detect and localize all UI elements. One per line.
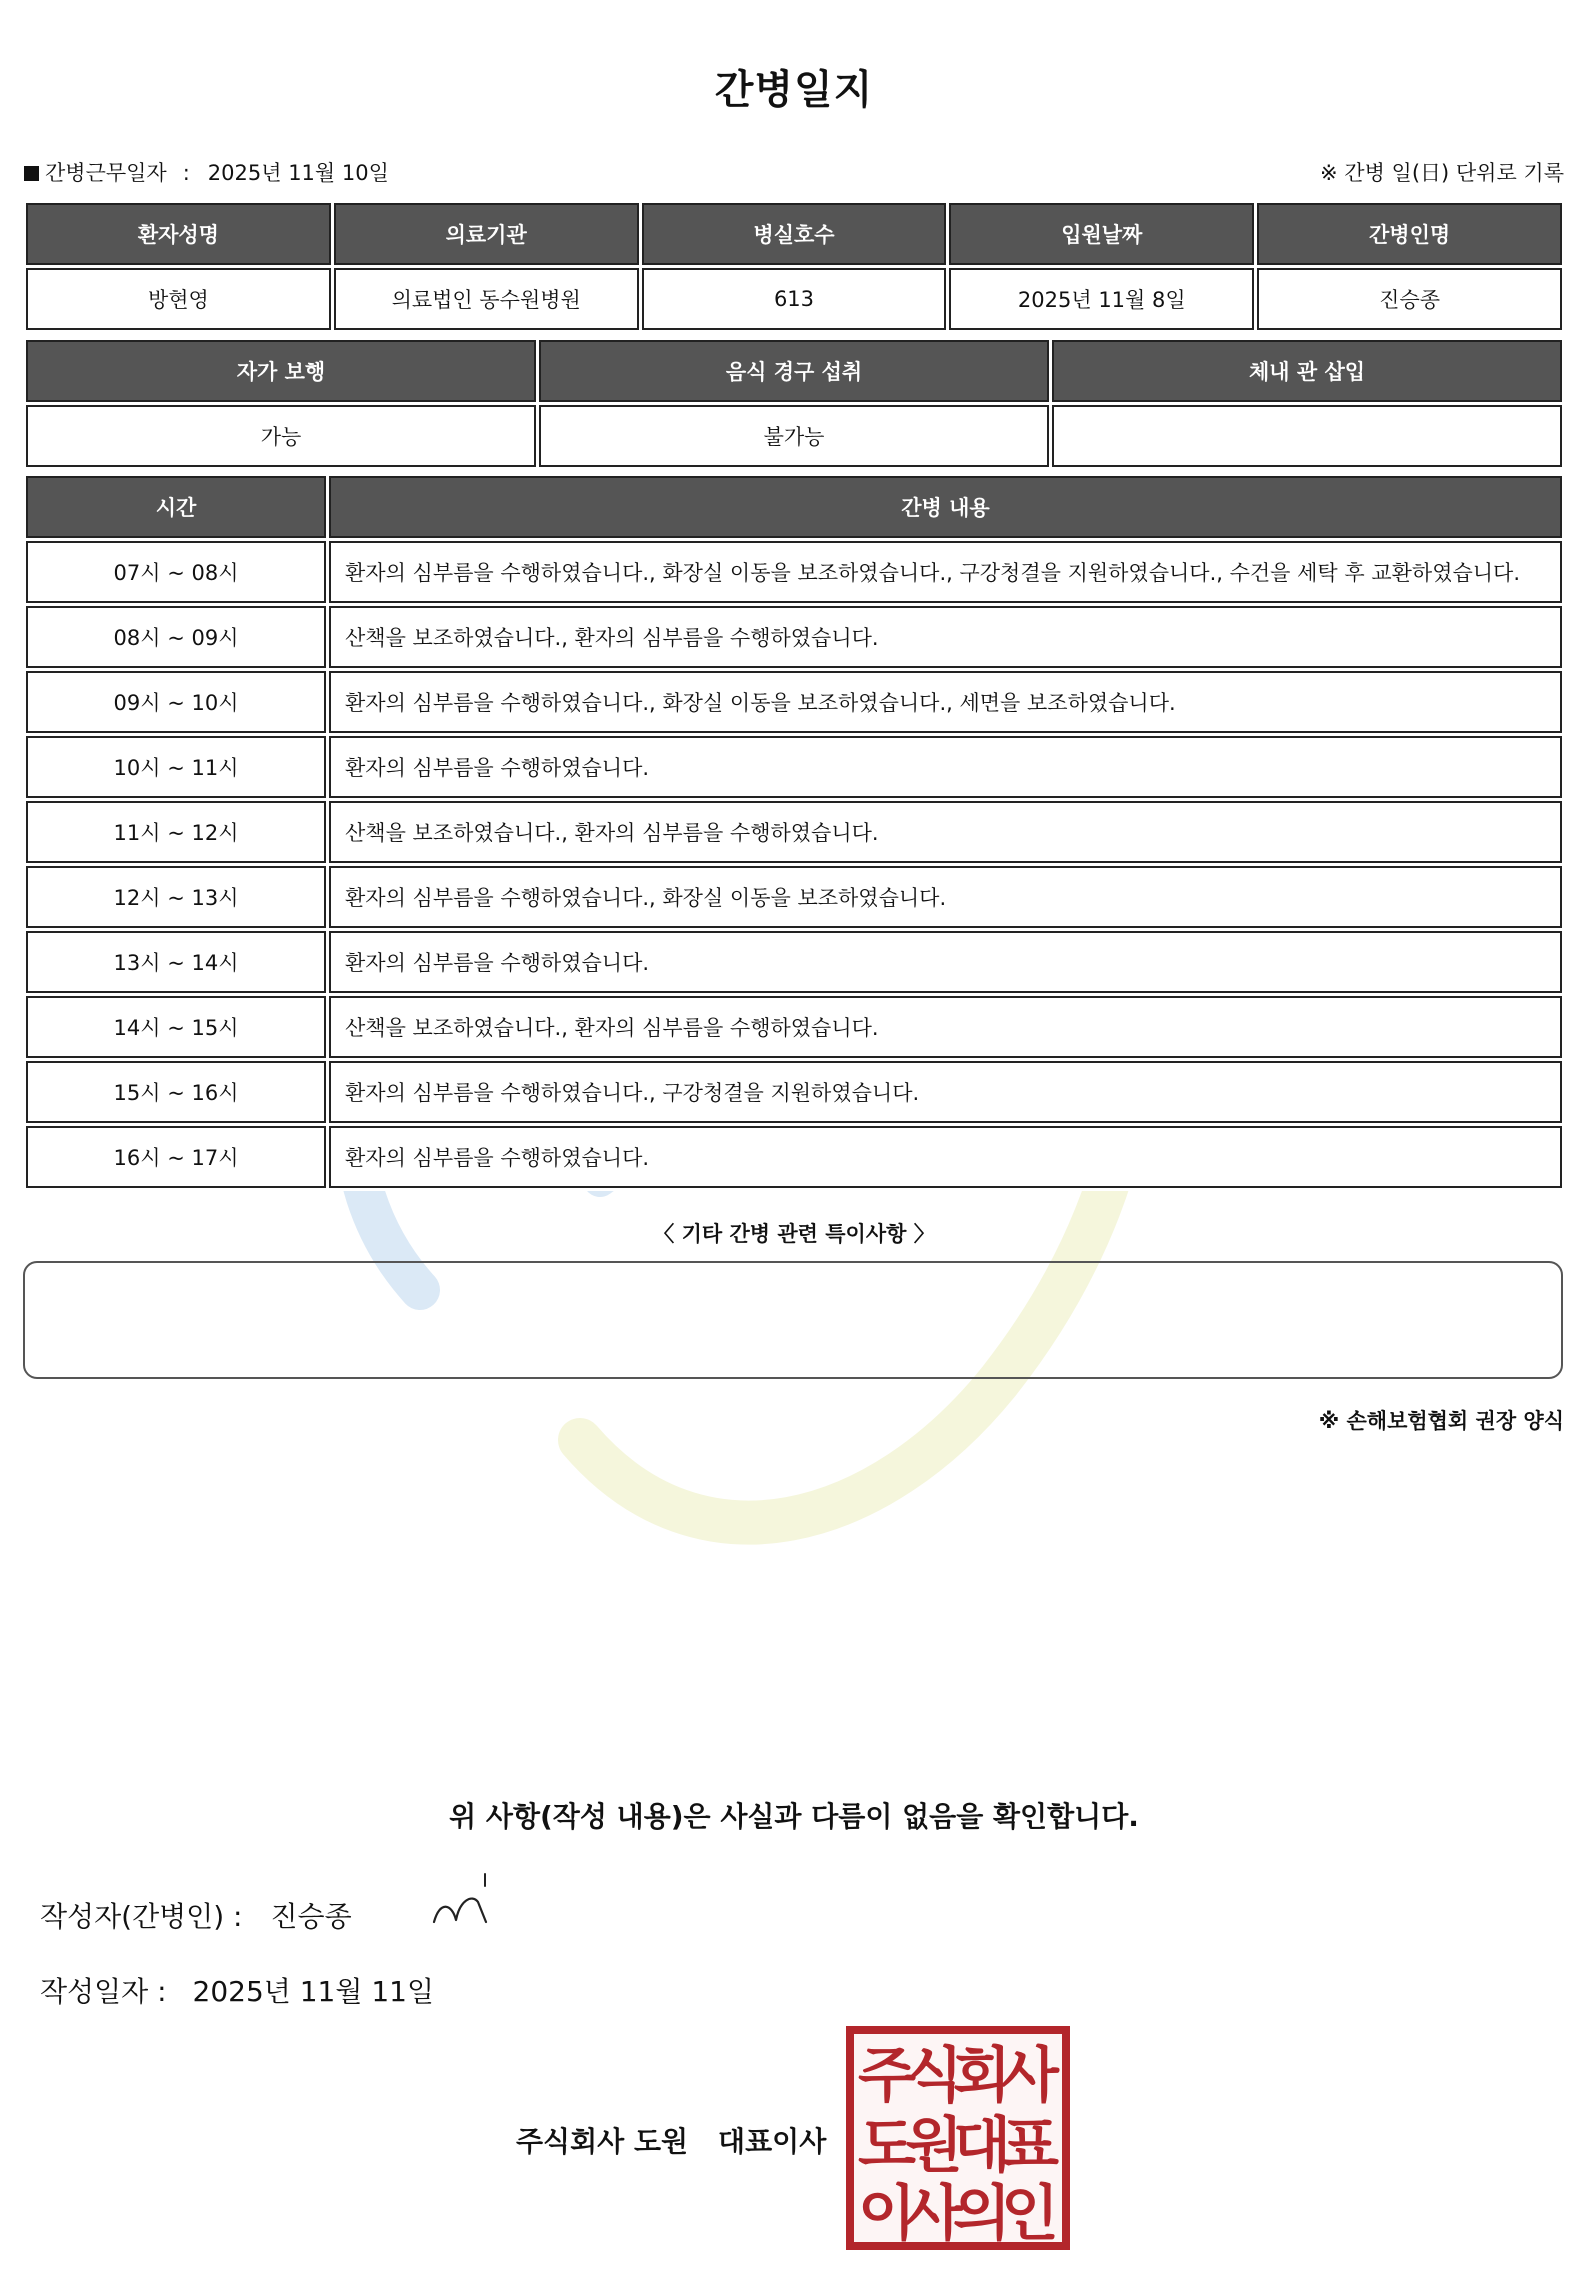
writer-label: 작성자(간병인) : [40, 1900, 243, 1933]
log-content: 산책을 보조하였습니다., 환자의 심부름을 수행하였습니다. [329, 801, 1562, 863]
table-row [26, 801, 1562, 863]
log-time: 08시 ~ 09시 [26, 606, 326, 668]
form-note: ※ 손해보험협회 권장 양식 [1318, 1409, 1564, 1433]
hospital-name: 의료법인 동수원병원 [334, 268, 639, 330]
log-content: 산책을 보조하였습니다., 환자의 심부름을 수행하였습니다. [329, 606, 1562, 668]
work-date-label: 간병근무일자 [45, 161, 167, 185]
header-oral-intake: 음식 경구 섭취 [539, 340, 1049, 402]
table-row [26, 996, 1562, 1058]
header-admission-date: 입원날짜 [949, 203, 1254, 265]
table-row [26, 866, 1562, 928]
table-row [26, 736, 1562, 798]
table-row [26, 1061, 1562, 1123]
svg-text:사: 사 [905, 2179, 963, 2249]
confirmation-statement: 위 사항(작성 내용)은 사실과 다름이 없음을 확인합니다. [449, 1800, 1139, 1833]
log-time: 07시 ~ 08시 [26, 541, 326, 603]
special-notes-box [23, 1261, 1563, 1379]
writer-name: 진승종 [270, 1900, 352, 1933]
svg-text:식: 식 [905, 2041, 963, 2111]
svg-text:표: 표 [1001, 2111, 1059, 2181]
unit-note: ※ 간병 일(日) 단위로 기록 [1320, 161, 1564, 185]
log-time: 14시 ~ 15시 [26, 996, 326, 1058]
work-date-separator: : [182, 161, 190, 185]
square-bullet-icon [24, 166, 39, 181]
log-time: 09시 ~ 10시 [26, 671, 326, 733]
header-patient-name: 환자성명 [26, 203, 331, 265]
header-tube-insertion: 체내 관 삽입 [1052, 340, 1562, 402]
ceo-title: 대표이사 [718, 2125, 827, 2158]
svg-text:원: 원 [905, 2111, 963, 2181]
written-date-label: 작성일자 : [40, 1975, 167, 2008]
self-walking-value: 가능 [26, 405, 536, 467]
log-time: 12시 ~ 13시 [26, 866, 326, 928]
patient-header-row [26, 203, 1562, 265]
status-header-row [26, 340, 1562, 402]
admission-date: 2025년 11월 8일 [949, 268, 1254, 330]
log-content: 산책을 보조하였습니다., 환자의 심부름을 수행하였습니다. [329, 996, 1562, 1058]
log-time: 13시 ~ 14시 [26, 931, 326, 993]
table-row [26, 671, 1562, 733]
svg-text:인: 인 [1001, 2179, 1059, 2249]
svg-text:이: 이 [858, 2179, 916, 2249]
log-time: 11시 ~ 12시 [26, 801, 326, 863]
svg-text:회: 회 [953, 2041, 1011, 2111]
company-name: 주식회사 도원 [516, 2125, 689, 2158]
status-value-row [26, 405, 1562, 467]
signature-image [430, 1870, 500, 1930]
patient-info-table [23, 200, 1565, 333]
table-row [26, 931, 1562, 993]
log-content: 환자의 심부름을 수행하였습니다., 화장실 이동을 보조하였습니다., 세면을 보조하였습니다. [329, 671, 1562, 733]
patient-name: 방현영 [26, 268, 331, 330]
patient-status-table [23, 337, 1565, 470]
work-date-line [24, 157, 389, 187]
svg-text:주: 주 [858, 2041, 916, 2111]
header-time: 시간 [26, 476, 326, 538]
special-notes-title: 〈 기타 간병 관련 특이사항 〉 [653, 1222, 935, 1246]
header-hospital: 의료기관 [334, 203, 639, 265]
svg-text:사: 사 [1001, 2041, 1059, 2111]
written-date-line [40, 1970, 434, 2010]
log-time: 15시 ~ 16시 [26, 1061, 326, 1123]
log-time: 10시 ~ 11시 [26, 736, 326, 798]
document-title: 간병일지 [714, 67, 874, 113]
written-date-value: 2025년 11월 11일 [192, 1975, 434, 2008]
work-date-value: 2025년 11월 10일 [207, 161, 389, 185]
care-log-table [23, 473, 1565, 1191]
header-room-number: 병실호수 [642, 203, 947, 265]
writer-line [40, 1895, 352, 1935]
company-seal-stamp [846, 2026, 1070, 2250]
log-content: 환자의 심부름을 수행하였습니다., 구강청결을 지원하였습니다. [329, 1061, 1562, 1123]
header-self-walking: 자가 보행 [26, 340, 536, 402]
log-content: 환자의 심부름을 수행하였습니다. [329, 736, 1562, 798]
log-content: 환자의 심부름을 수행하였습니다. [329, 1126, 1562, 1188]
log-content: 환자의 심부름을 수행하였습니다. [329, 931, 1562, 993]
table-row [26, 606, 1562, 668]
svg-text:대: 대 [953, 2111, 1011, 2181]
company-signature-line [516, 2120, 826, 2160]
patient-value-row [26, 268, 1562, 330]
tube-insertion-value [1052, 405, 1562, 467]
header-caregiver-name: 간병인명 [1257, 203, 1562, 265]
care-log-header-row [26, 476, 1562, 538]
room-number: 613 [642, 268, 947, 330]
caregiver-name: 진승종 [1257, 268, 1562, 330]
log-time: 16시 ~ 17시 [26, 1126, 326, 1188]
oral-intake-value: 불가능 [539, 405, 1049, 467]
log-content: 환자의 심부름을 수행하였습니다., 화장실 이동을 보조하였습니다., 구강청결을 지원하였습니다., 수건을 세탁 후 교환하였습니다. [329, 541, 1562, 603]
header-care-content: 간병 내용 [329, 476, 1562, 538]
svg-text:의: 의 [953, 2179, 1011, 2249]
table-row [26, 541, 1562, 603]
log-content: 환자의 심부름을 수행하였습니다., 화장실 이동을 보조하였습니다. [329, 866, 1562, 928]
table-row [26, 1126, 1562, 1188]
svg-text:도: 도 [858, 2111, 916, 2181]
